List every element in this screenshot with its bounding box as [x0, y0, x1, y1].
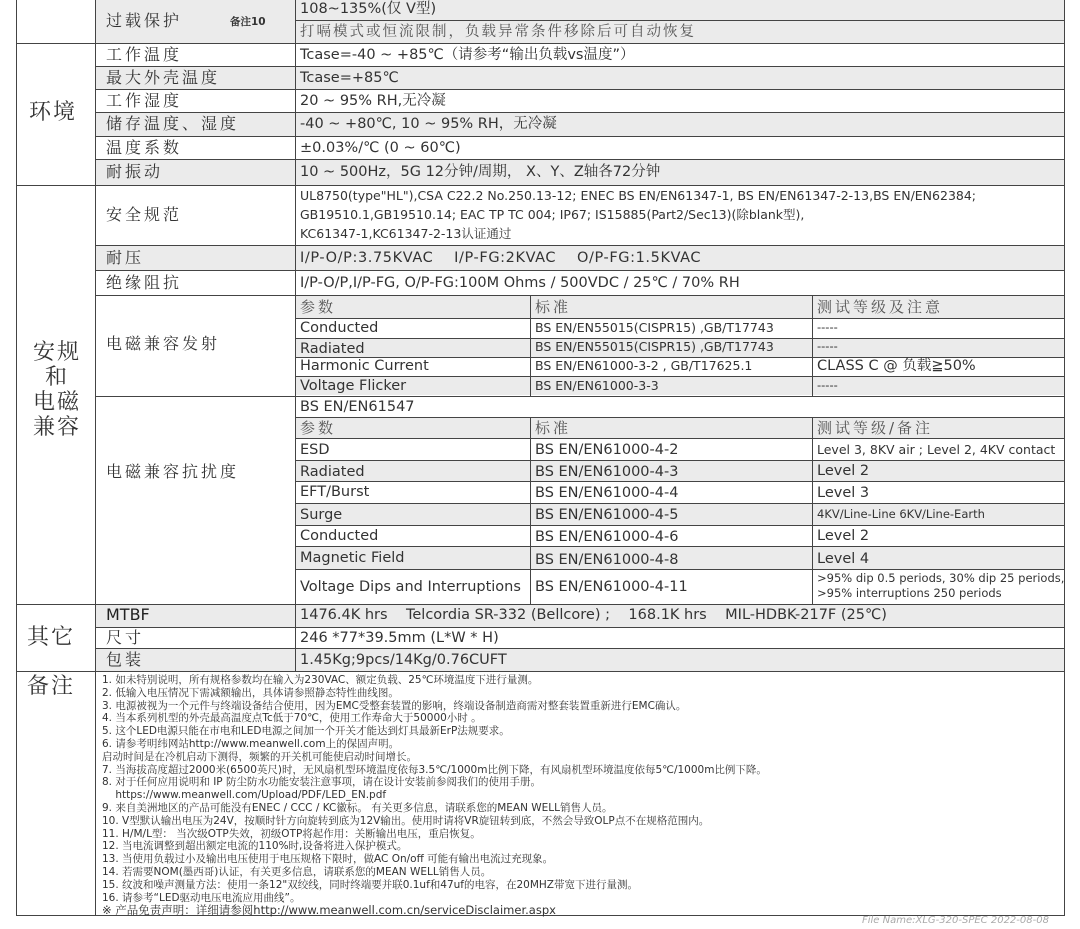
immunity-level-line2: >95% interruptions 250 periods: [817, 586, 1002, 600]
emission-param: Voltage Flicker: [300, 378, 407, 394]
safety-standards-line: GB19510.1,GB19510.14; EAC TP TC 004; IP67; IS15885(Part2/Sec13)(除blank型),: [300, 207, 805, 222]
emission-label: 电磁兼容发射: [106, 334, 221, 353]
immunity-level: Level 4: [817, 551, 870, 567]
immunity-param: Conducted: [300, 528, 379, 544]
mtbf-value: 1476.4K hrs Telcordia SR-332 (Bellcore) ; 168.1K hrs MIL-HDBK-217F (25℃): [300, 607, 887, 623]
env-value: 20 ~ 95% RH,无冷凝: [300, 93, 446, 109]
safety-standards-line: UL8750(type"HL"),CSA C22.2 No.250.13-12; ENEC BS EN/EN61347-1, BS EN/EN61347-2-13,BS EN/EN62384;: [300, 188, 977, 203]
note-line: 12. 当电流调整到超出额定电流的110%时,设备将进入保护模式。: [102, 840, 408, 853]
immunity-standard: BS EN/EN61000-4-6: [535, 529, 679, 545]
note-line: 3. 电源被视为一个元件与终端设备结合使用，因为EMC受整套装置的影响，终端设备制造商需对整套装置重新进行EMC确认。: [102, 699, 687, 712]
immunity-header-standard: 标准: [535, 419, 572, 437]
note-line: 5. 这个LED电源只能在市电和LED电源之间加一个开关才能达到灯具最新ErP法规要求。: [102, 725, 510, 738]
emission-standard: BS EN/EN61000-3-2 , GB/T17625.1: [535, 358, 753, 373]
immunity-standard: BS EN/EN61000-4-5: [535, 507, 679, 523]
env-label: 耐振动: [106, 162, 164, 181]
overload-label: 过载保护: [106, 11, 183, 30]
note-line: 9. 来自美洲地区的产品可能没有ENEC / CCC / KC徽标。 有关更多信息，请联系您的MEAN WELL销售人员。: [102, 801, 613, 814]
env-value: 10 ~ 500Hz，5G 12分钟/周期， X、Y、Z轴各72分钟: [300, 164, 661, 180]
immunity-level: Level 2: [817, 463, 870, 479]
immunity-level: Level 3, 8KV air ; Level 2, 4KV contact: [817, 442, 1056, 457]
file-name-footer: File Name:XLG-320-SPEC 2022-08-08: [862, 915, 1049, 926]
environment-category: 环境: [29, 100, 78, 125]
immunity-header-level: 测试等级/备注: [817, 419, 934, 437]
note-line: 1. 如未特别说明，所有规格参数均在输入为230VAC、额定负载、25℃环境温度下进行量测。: [102, 674, 539, 686]
env-label: 工作湿度: [106, 91, 183, 110]
emission-level: -----: [817, 320, 838, 334]
immunity-param: Radiated: [300, 464, 365, 480]
immunity-level: Level 2: [817, 528, 870, 544]
note-line: 8. 对于任何应用说明和 IP 防尘防水功能安装注意事项，请在设计安装前参阅我们的使用手册。: [102, 776, 541, 789]
note-line: 7. 当海拔高度超过2000米(6500英尺)时，无风扇机型环境温度依每3.5℃/1000m比例下降，有风扇机型环境温度依每5℃/1000m比例下降。: [102, 763, 767, 776]
emission-param: Harmonic Current: [300, 358, 429, 374]
isolation-value: I/P-O/P,I/P-FG, O/P-FG:100M Ohms / 500VDC / 25℃ / 70% RH: [300, 275, 740, 291]
safety-standards-line: KC61347-1,KC61347-2-13认证通过: [300, 226, 512, 241]
withstand-label: 耐压: [106, 248, 145, 267]
immunity-level: 4KV/Line-Line 6KV/Line-Earth: [817, 507, 985, 521]
note-line: 4. 当本系列机型的外壳最高温度点Tc低于70℃，使用工作寿命大于50000小时 。: [102, 712, 482, 725]
disclaimer-link[interactable]: ※ 产品免责声明：详细请参阅http://www.meanwell.com.cn/serviceDisclaimer.aspx: [102, 903, 556, 918]
category-line: 兼容: [32, 415, 81, 440]
note-line: 10. V型默认输出电压为24V，按顺时针方向旋转到底为12V输出。使用时请将VR旋钮转到底，不然会导致OLP点不在规格范围内。: [102, 814, 710, 827]
immunity-standard: BS EN/EN61000-4-4: [535, 485, 679, 501]
immunity-param: Voltage Dips and Interruptions: [300, 579, 521, 595]
category-line: 电磁: [32, 390, 81, 415]
immunity-level: >95% dip 0.5 periods, 30% dip 25 periods,: [817, 571, 1065, 585]
note-link[interactable]: https://www.meanwell.com/Upload/PDF/LED_EN.pdf: [102, 789, 387, 802]
category-line: 和: [44, 365, 69, 390]
note-line: 6. 请参考明纬网站http://www.meanwell.com上的保固声明。: [102, 737, 400, 750]
notes-list: [102, 675, 1062, 918]
overload-note-ref: 备注10: [230, 16, 266, 28]
mtbf-label: MTBF: [106, 605, 150, 624]
overload-range: 108~135%(仅 V型): [300, 1, 437, 17]
dimension-label: 尺寸: [106, 628, 145, 647]
emission-param: Radiated: [300, 341, 365, 357]
emission-standard: BS EN/EN61000-3-3: [535, 378, 659, 393]
packing-label: 包装: [106, 650, 145, 669]
immunity-header-param: 参数: [300, 419, 337, 437]
note-line: 启动时间是在冷机启动下测得，频繁的开关机可能使启动时间增长。: [102, 750, 417, 763]
immunity-label: 电磁兼容抗扰度: [106, 462, 240, 481]
others-category: 其它: [27, 625, 76, 650]
emission-level: CLASS C @ 负载≧50%: [817, 358, 976, 374]
env-value: Tcase=-40 ~ +85℃（请参考“输出负载vs温度”）: [300, 47, 635, 63]
env-label: 工作温度: [106, 45, 183, 64]
env-value: Tcase=+85℃: [300, 70, 399, 86]
note-line: 11. H/M/L型： 当次级OTP失效，初级OTP将起作用：关断输出电压，重启恢复。: [102, 827, 481, 840]
env-label: 最大外壳温度: [106, 68, 221, 87]
dimension-value: 246 *77*39.5mm (L*W * H): [300, 630, 499, 646]
emission-header-level: 测试等级及注意: [817, 298, 944, 316]
immunity-level: Level 3: [817, 485, 870, 501]
safety-standards-label: 安全规范: [106, 205, 183, 224]
immunity-param: Surge: [300, 507, 343, 523]
env-label: 储存温度、湿度: [106, 114, 240, 133]
withstand-value: I/P-O/P:3.75KVAC I/P-FG:2KVAC O/P-FG:1.5KVAC: [300, 250, 702, 266]
emission-header-standard: 标准: [535, 298, 572, 316]
note-line: 14. 若需要NOM(墨西哥)认证，有关更多信息，请联系您的MEAN WELL销售人员。: [102, 865, 492, 878]
emission-level: -----: [817, 378, 838, 392]
immunity-standard: BS EN/EN61000-4-3: [535, 464, 679, 480]
immunity-param: EFT/Burst: [300, 484, 370, 500]
immunity-param: Magnetic Field: [300, 550, 405, 566]
immunity-standard-line: BS EN/EN61547: [300, 399, 415, 415]
immunity-standard: BS EN/EN61000-4-2: [535, 442, 679, 458]
note-line: 16. 请参考“LED驱动电压电流应用曲线”。: [102, 891, 301, 904]
packing-value: 1.45Kg;9pcs/14Kg/0.76CUFT: [300, 652, 507, 668]
category-line: 安规: [32, 340, 81, 365]
immunity-standard: BS EN/EN61000-4-11: [535, 579, 688, 595]
emission-standard: BS EN/EN55015(CISPR15) ,GB/T17743: [535, 339, 774, 354]
emission-header-param: 参数: [300, 298, 337, 316]
notes-category: 备注: [27, 674, 76, 699]
note-line: 13. 当使用负载过小及输出电压使用于电压规格下限时，做AC On/off 可能有输出电流过充现象。: [102, 853, 554, 866]
emission-param: Conducted: [300, 320, 379, 336]
immunity-standard: BS EN/EN61000-4-8: [535, 552, 679, 568]
env-value: ±0.03%/℃ (0 ~ 60℃): [300, 140, 461, 156]
env-value: -40 ~ +80℃, 10 ~ 95% RH，无冷凝: [300, 116, 557, 132]
overload-mode: 打嗝模式或恒流限制，负载异常条件移除后可自动恢复: [300, 24, 696, 40]
emission-level: -----: [817, 339, 838, 353]
emission-standard: BS EN/EN55015(CISPR15) ,GB/T17743: [535, 320, 774, 335]
safety-emc-category: [22, 340, 92, 440]
immunity-param: ESD: [300, 442, 330, 458]
isolation-label: 绝缘阻抗: [106, 273, 183, 292]
env-label: 温度系数: [106, 138, 183, 157]
note-line: 15. 纹波和噪声测量方法：使用一条12"双绞线，同时终端要并联0.1uf和47uf的电容，在20MHZ带宽下进行量测。: [102, 878, 638, 891]
note-line: 2. 低输入电压情况下需减额输出，具体请参照静态特性曲线图。: [102, 686, 399, 699]
